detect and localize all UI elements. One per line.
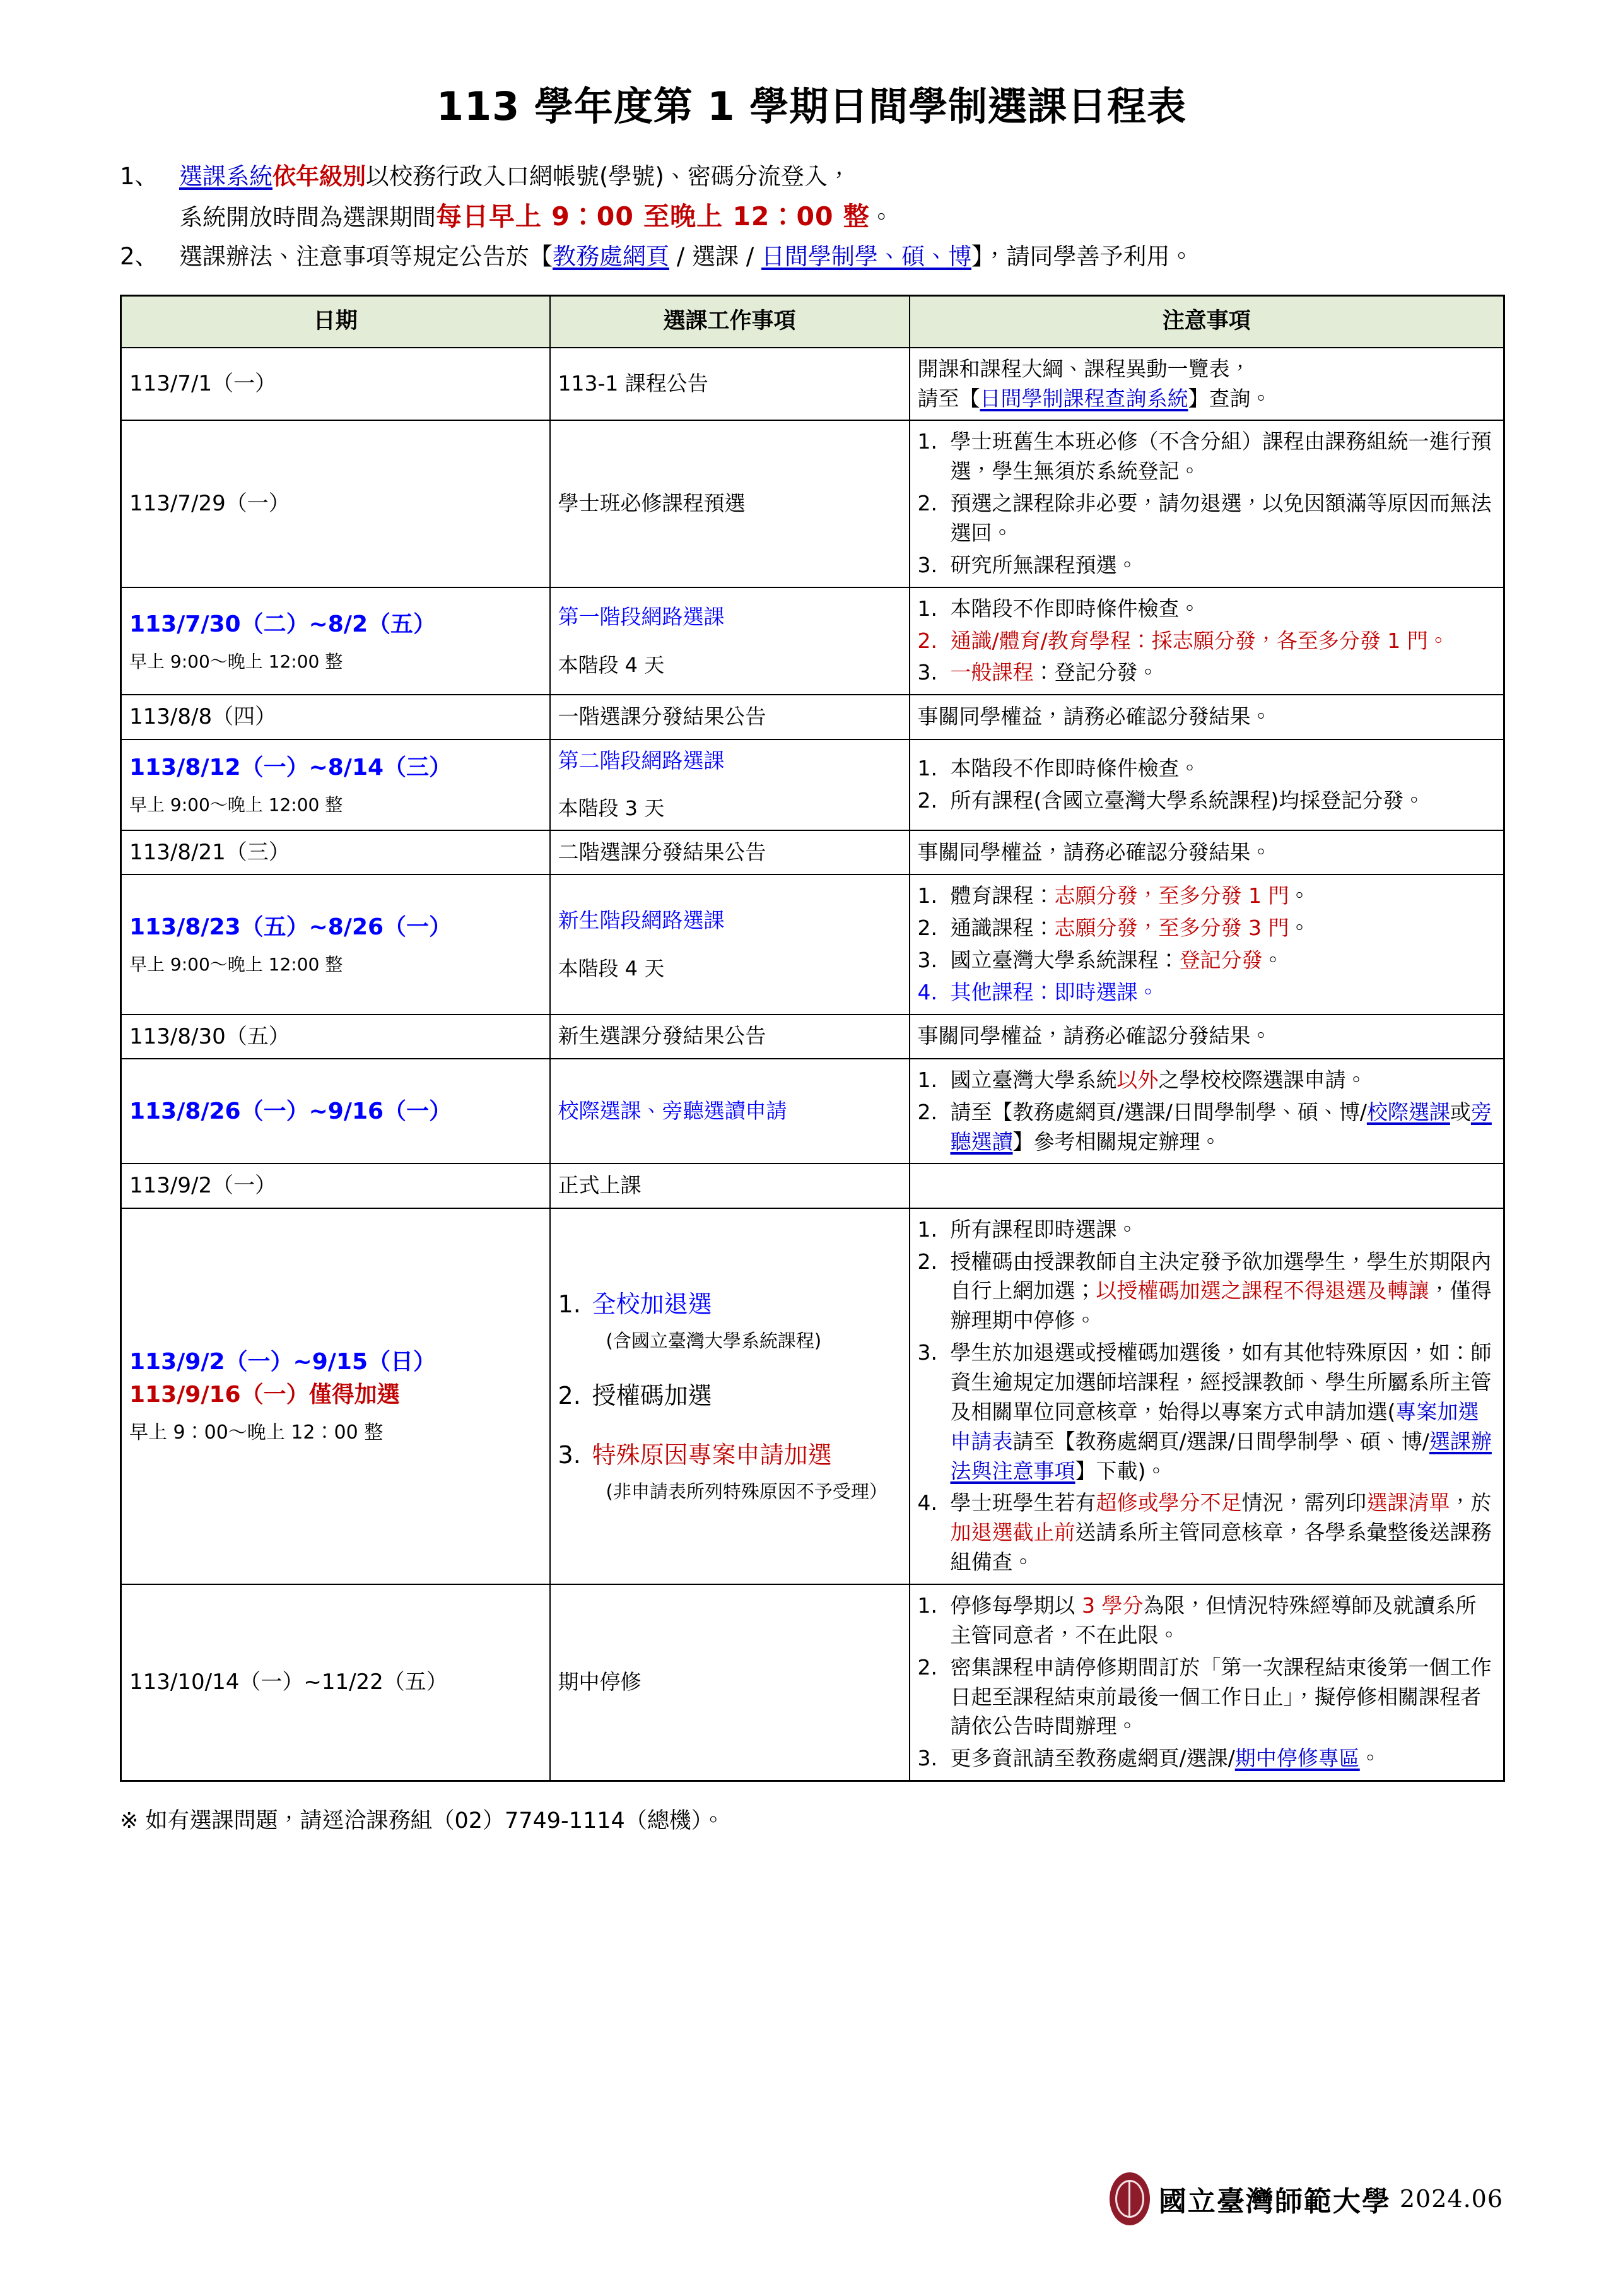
date-hours: 早上 9:00～晚上 12:00 整 xyxy=(129,651,343,672)
open-hours-emphasis: 每日早上 9：00 至晚上 12：00 整 xyxy=(436,201,870,232)
task-text: 第二階段網路選課 xyxy=(558,748,725,773)
row-notes: 事關同學權益，請務必確認分發結果。 xyxy=(910,830,1504,874)
date-text: 113/8/21（三） xyxy=(129,839,290,865)
task-text: 期中停修 xyxy=(558,1669,642,1695)
note-item: 國立臺灣大學系統課程：登記分發。 xyxy=(950,947,1284,972)
row-task xyxy=(550,348,910,421)
university-brand xyxy=(1110,2172,1503,2225)
note-item: 學士班舊生本班必修（不含分組）課程由課務組統一進行預選，學生無須於系統登記。 xyxy=(950,429,1492,484)
table-row xyxy=(121,587,1504,695)
row-date xyxy=(121,695,550,739)
intro-item2-head: 選課辦法、注意事項等規定公告於【 xyxy=(179,242,553,270)
row-notes xyxy=(910,420,1504,587)
revision-date: 2024.06 xyxy=(1399,2185,1503,2213)
row-task xyxy=(550,695,910,739)
intro-line-2 xyxy=(179,196,1503,237)
date-text: 113/8/26（一）~9/16（一） xyxy=(129,1098,452,1124)
date-hours: 早上 9:00～晚上 12:00 整 xyxy=(129,794,343,816)
university-seal-icon xyxy=(1110,2172,1150,2225)
row-task xyxy=(550,1208,910,1584)
audit-course-link[interactable]: 旁聽選讀 xyxy=(950,1099,1492,1154)
course-system-link[interactable]: 選課系統 xyxy=(179,163,272,191)
intro-line-1 xyxy=(179,158,1503,196)
table-row xyxy=(121,1163,1504,1208)
note-item: 所有課程(含國立臺灣大學系統課程)均採登記分發。 xyxy=(950,787,1425,813)
row-task xyxy=(550,587,910,695)
table-row xyxy=(121,1059,1504,1164)
row-date xyxy=(121,587,550,695)
row-task xyxy=(550,1059,910,1164)
intro-line2-head: 系統開放時間為選課期間 xyxy=(179,204,436,232)
row-date xyxy=(121,1208,550,1584)
date-text: 113/8/30（五） xyxy=(129,1023,290,1049)
column-header-notes: 注意事項 xyxy=(910,295,1504,348)
table-row xyxy=(121,348,1504,421)
note-item: 體育課程：志願分發，至多分發 1 門。 xyxy=(950,883,1310,909)
task-item xyxy=(558,1288,901,1354)
intro-notes xyxy=(120,158,1503,275)
table-row xyxy=(121,830,1504,874)
page-title: 113 學年度第 1 學期日間學制選課日程表 xyxy=(436,83,1187,129)
date-text: 113/7/1（一） xyxy=(129,371,277,397)
row-date xyxy=(121,1584,550,1781)
row-notes xyxy=(910,1163,1504,1208)
note-item: 密集課程申請停修期間訂於「第一次課程結束後第一個工作日起至課程結束前最後一個工作日止」，擬停修相關課程者請依公告時間辦理。 xyxy=(950,1654,1492,1739)
intro-line2-tail: 。 xyxy=(869,204,893,232)
task-text: 學士班必修課程預選 xyxy=(558,491,746,516)
row-task xyxy=(550,874,910,1014)
date-text: 113/7/29（一） xyxy=(129,491,290,517)
intro-number-2: 2、 xyxy=(120,242,158,270)
note-item: 一般課程：登記分發。 xyxy=(950,660,1159,685)
special-application-form-link[interactable]: 專案加選申請表 xyxy=(950,1399,1479,1454)
date-hours: 早上 9：00～晚上 12：00 整 xyxy=(129,1421,384,1444)
day-program-link[interactable]: 日間學制學、碩、博 xyxy=(761,242,971,270)
row-notes: 事關同學權益，請務必確認分發結果。 xyxy=(910,695,1504,739)
note-item: 停修每學期以 3 學分為限，但情況特殊經導師及就讀系所主管同意者，不在此限。 xyxy=(950,1592,1477,1647)
midterm-withdrawal-zone-link[interactable]: 期中停修專區 xyxy=(1234,1746,1360,1771)
date-text: 113/8/23（五）~8/26（一） xyxy=(129,914,452,941)
table-row xyxy=(121,1208,1504,1584)
row-notes xyxy=(910,587,1504,695)
note-item: 通識課程：志願分發，至多分發 3 門。 xyxy=(950,915,1310,940)
note-line: 開課和課程大綱、課程異動一覽表， xyxy=(917,356,1251,381)
intro-line-3 xyxy=(179,238,1503,276)
task-item xyxy=(558,1439,901,1505)
date-hours: 早上 9:00～晚上 12:00 整 xyxy=(129,954,343,975)
note-item: 研究所無課程預選。 xyxy=(950,552,1138,577)
note-item: 學士班學生若有超修或學分不足情況，需列印選課清單，於加退選截止前送請系所主管同意核章，各學系彙整後送課務組備查。 xyxy=(950,1490,1492,1575)
academic-affairs-site-link[interactable]: 教務處網頁 xyxy=(553,242,669,270)
task-duration: 本階段 4 天 xyxy=(558,956,665,980)
row-task xyxy=(550,1163,910,1208)
row-notes xyxy=(910,348,1504,421)
row-task xyxy=(550,420,910,587)
row-date xyxy=(121,739,550,830)
task-label: 全校加退選 xyxy=(592,1290,712,1318)
date-text: 113/9/2（一） xyxy=(129,1173,277,1199)
task-text: 新生選課分發結果公告 xyxy=(558,1023,766,1049)
table-row xyxy=(121,739,1504,830)
table-row xyxy=(121,874,1504,1014)
note-item: 通識/體育/教育學程：採志願分發，各至多分發 1 門。 xyxy=(950,628,1449,653)
note-item: 更多資訊請至教務處網頁/選課/期中停修專區。 xyxy=(950,1746,1381,1771)
task-text: 113-1 課程公告 xyxy=(558,371,708,396)
task-label: 特殊原因專案申請加選 xyxy=(592,1440,832,1469)
note-item: 本階段不作即時條件檢查。 xyxy=(950,755,1200,780)
table-row xyxy=(121,420,1504,587)
intro-item2-mid: / 選課 / xyxy=(669,242,761,270)
intro-item-1 xyxy=(120,158,1503,237)
task-sublabel: (非申請表所列特殊原因不予受理） xyxy=(606,1480,888,1502)
row-task xyxy=(550,739,910,830)
row-date xyxy=(121,420,550,587)
note-line-with-link: 請至【日間學制課程查詢系統】查詢。 xyxy=(917,386,1272,411)
intro-item-2 xyxy=(120,238,1503,276)
task-sublabel: (含國立臺灣大學系統課程) xyxy=(606,1329,822,1351)
row-date xyxy=(121,1163,550,1208)
row-date xyxy=(121,874,550,1014)
table-row xyxy=(121,695,1504,739)
task-label: 授權碼加選 xyxy=(592,1381,712,1410)
date-text: 113/8/8（四） xyxy=(129,704,277,730)
task-text: 第一階段網路選課 xyxy=(558,604,725,629)
note-item: 預選之課程除非必要，請勿退選，以免因額滿等原因而無法選回。 xyxy=(950,491,1492,545)
row-date xyxy=(121,1059,550,1164)
row-date xyxy=(121,1015,550,1059)
row-notes xyxy=(910,1584,1504,1781)
date-text: 113/10/14（一）~11/22（五） xyxy=(129,1669,448,1695)
schedule-table xyxy=(120,295,1505,1782)
task-text: 正式上課 xyxy=(558,1173,642,1198)
row-notes xyxy=(910,1059,1504,1164)
note-item: 本階段不作即時條件檢查。 xyxy=(950,596,1200,621)
table-row xyxy=(121,1015,1504,1059)
table-row xyxy=(121,1584,1504,1781)
row-task xyxy=(550,1584,910,1781)
intro-line1-tail: 以校務行政入口網帳號(學號)、密碼分流登入， xyxy=(366,163,851,191)
row-date xyxy=(121,830,550,874)
task-text: 新生階段網路選課 xyxy=(558,907,725,933)
task-duration: 本階段 4 天 xyxy=(558,652,665,677)
task-text: 一階選課分發結果公告 xyxy=(558,704,766,729)
intro-item2-tail: 】，請同學善予利用。 xyxy=(971,242,1193,270)
footer-note: ※ 如有選課問題，請逕洽課務組（02）7749-1114（總機）。 xyxy=(120,1808,725,1834)
date-text: 113/8/12（一）~8/14（三） xyxy=(129,755,452,781)
by-grade-emphasis: 依年級別 xyxy=(272,163,366,191)
course-rules-link[interactable]: 選課辦法與注意事項 xyxy=(950,1428,1492,1483)
note-item: 請至【教務處網頁/選課/日間學制學、碩、博/校際選課或旁聽選讀】參考相關規定辦理。 xyxy=(950,1099,1492,1154)
table-header-row xyxy=(121,295,1504,348)
task-text: 二階選課分發結果公告 xyxy=(558,839,766,864)
note-item: 授權碼由授課教師自主決定發予欲加選學生，學生於期限內自行上網加選；以授權碼加選之課程不得退選及轉讓，僅得辦理期中停修。 xyxy=(950,1249,1492,1333)
row-notes xyxy=(910,739,1504,830)
date-text-secondary: 113/9/16（一）僅得加選 xyxy=(129,1381,400,1408)
task-text: 校際選課、旁聽選讀申請 xyxy=(558,1098,787,1123)
task-item xyxy=(558,1379,901,1413)
column-header-date: 日期 xyxy=(121,295,550,348)
row-task xyxy=(550,1015,910,1059)
note-item: 國立臺灣大學系統以外之學校校際選課申請。 xyxy=(950,1067,1367,1092)
course-query-system-link[interactable]: 日間學制課程查詢系統 xyxy=(980,386,1188,411)
task-duration: 本階段 3 天 xyxy=(558,796,665,821)
note-item: 學生於加退選或授權碼加選後，如有其他特殊原因，如：師資生逾規定加選師培課程，經授課教師、學生所屬系所主管及相關單位同意核章，始得以專案方式申請加選(專案加選申請表請至【教務處網頁/選課/日間學制學、碩、博/選課辦法與注意事項】下載)。 xyxy=(950,1340,1492,1483)
row-notes: 事關同學權益，請務必確認分發結果。 xyxy=(910,1015,1504,1059)
note-item: 所有課程即時選課。 xyxy=(950,1216,1138,1242)
row-notes xyxy=(910,1208,1504,1584)
row-task xyxy=(550,830,910,874)
date-text: 113/7/30（二）~8/2（五） xyxy=(129,611,437,637)
row-notes xyxy=(910,874,1504,1014)
university-name: 國立臺灣師範大學 xyxy=(1158,2186,1391,2218)
row-date xyxy=(121,348,550,421)
intro-number-1: 1、 xyxy=(120,163,158,191)
column-header-task: 選課工作事項 xyxy=(550,295,910,348)
note-item: 其他課程：即時選課。 xyxy=(950,979,1159,1004)
inter-school-course-link[interactable]: 校際選課 xyxy=(1366,1099,1450,1124)
date-text: 113/9/2（一）~9/15（日） xyxy=(129,1349,437,1375)
